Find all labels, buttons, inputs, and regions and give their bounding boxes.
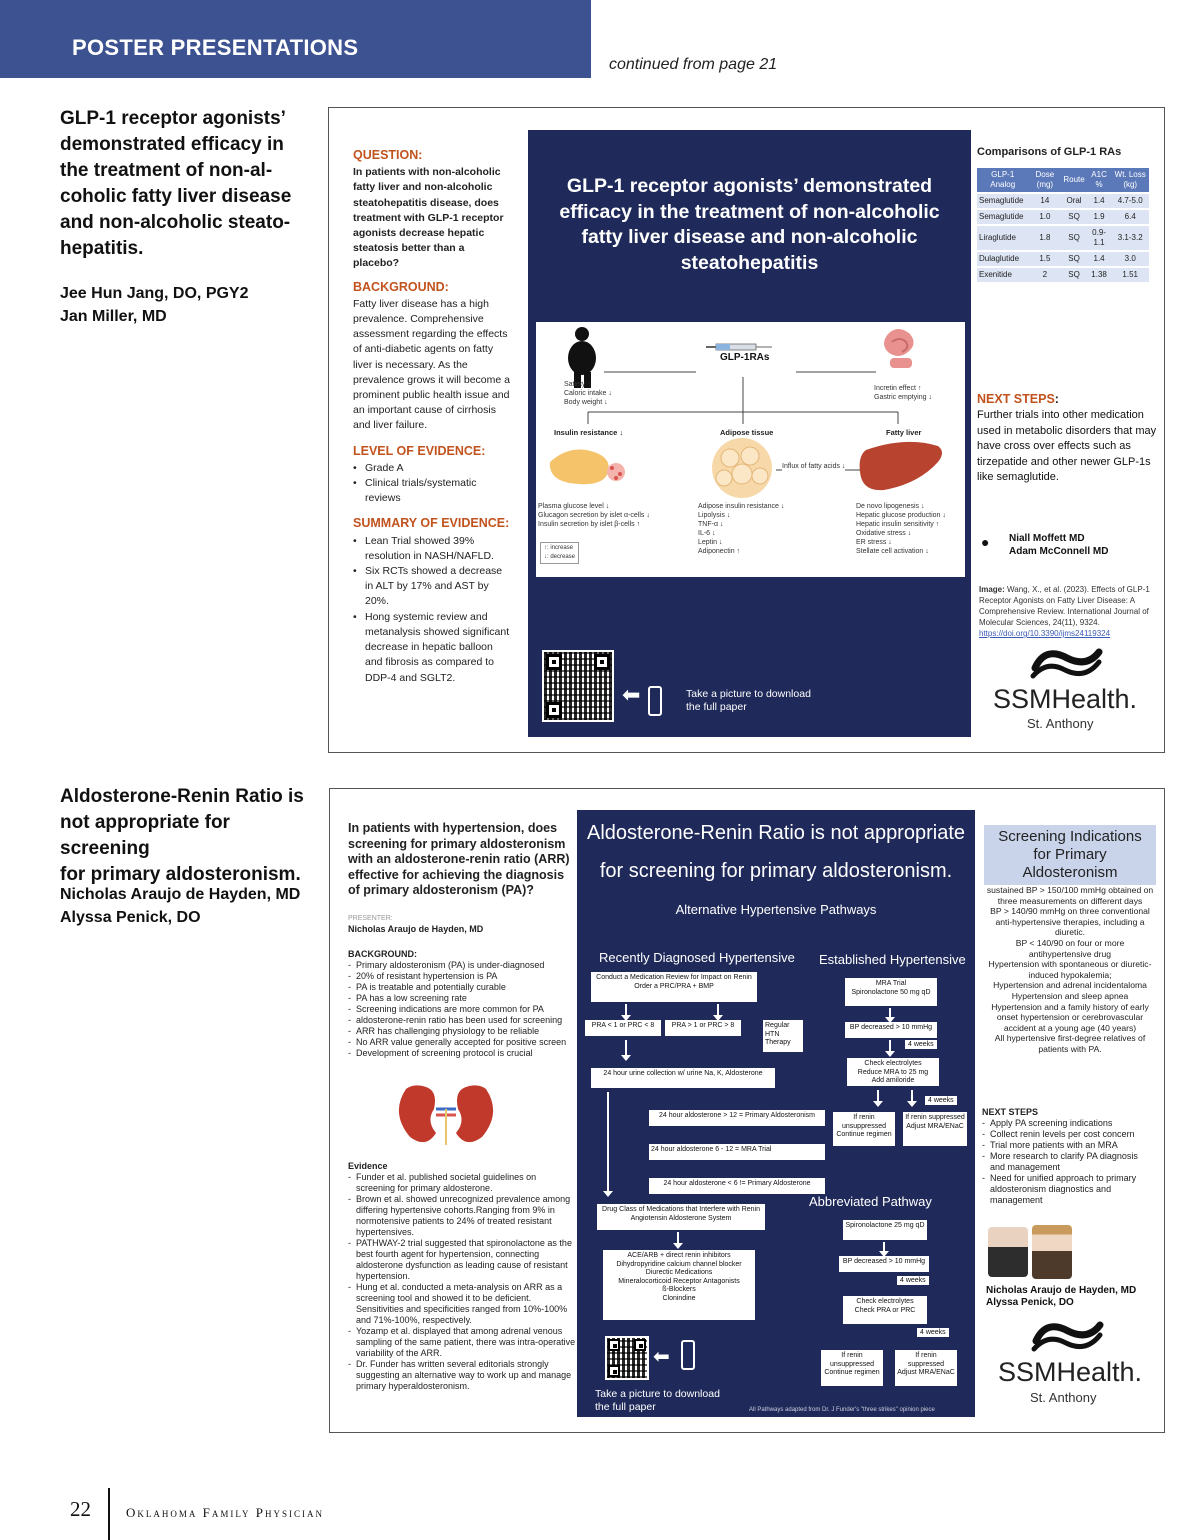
list-item: - Need for unified approach to primary aldosteronism diagnostics and management (982, 1173, 1137, 1205)
body-silhouette-icon (568, 327, 596, 388)
poster1-question: In patients with non-alcoholic fatty liver and non-alcoholic steatohepatitis disease, does treatment with GLP-1 receptor agonists decrease hepatic steatosis better than a placebo? (353, 166, 504, 270)
syringe-icon (706, 344, 772, 350)
table-header-cell: A1C % (1087, 168, 1112, 193)
list-item: BP > 140/90 mmHg on three conventional anti-hypertensive therapies, including a diuretic. (990, 906, 1150, 938)
flow-check-electrolytes: Check electrolytes Reduce MRA to 25 mg Add amiloride (847, 1058, 939, 1086)
poster1-next-steps: NEXT STEPS: Further trials into other medication used in metabolic disorders that may have cross over effects such as tirzepatide and other newer GLP-1s like semaglutide. (977, 392, 1157, 483)
table-header-cell: Wt. Loss (kg) (1111, 168, 1149, 193)
poster2-left-column: In patients with hypertension, does screening for primary aldosteronism with an aldosterone-renin ratio (ARR) effective for achieving the diagnosis of primary aldosteronism (PA)? PRESENTER: Nicholas Araujo de Hayden, MD BACKGROUND: - Primary aldosteronism (PA) is under-diagnosed - 20% of resistant hypertension is PA - PA is treatable and potentially curable - PA has a low screening rate - Screening indications are more common for PA - aldosterone-renin ratio has been used for screening - ARR has challenging physiology to be reliable - No ARR value generally accepted for positive screen - Development of screening protocol is crucial (348, 821, 578, 1059)
glp1-comparison-table (977, 168, 1149, 282)
alt-pathways-title: Alternative Hypertensive Pathways (675, 902, 877, 917)
ssm-logo-icon (1030, 1321, 1104, 1355)
poster2-center-panel: Aldosterone-Renin Ratio is not appropriate for screening for primary aldosteronism. Alternative Hypertensive Pathways Recently Diagnosed Hypertensive Established Hypertensive Conduct a Medication Review for Impact on Renin Order a PRC/PRA + BMP PRA < 1 or PRC < 8 PRA > 1 or PRC > 8 Regular HTN Therapy 24 hour urine collection w/ urine Na, K, Aldosterone 24 hour aldosterone > 12 = Primary Aldosteronism 24 hour aldosterone 6 - 12 = MRA Trial 24 hour aldosterone < 6 != Primary Aldosterone Drug Class of Medications that Interfere with Renin Angiotensin Aldosterone System ACE/ARB + direct renin inhibitors Dihydropyridine calcium channel blocker Diurectic Medications Mineralocorticoid Receptor Antagonists ß-Blockers Clonindine MRA Trial Spironolactone 50 mg qD BP decreased > 10 mmHg 4 weeks Check electrolytes Reduce MRA to 25 mg Add amiloride 4 weeks If renin unsuppressed Continue regimen If renin suppressed Adjust MRA/ENaC Abbreviated Pathway Spironolactone 25 mg qD BP decreased > 10 mmHg 4 weeks Check electrolytes Check PRA or PRC 4 weeks If renin unsuppressed Continue regimen If renin suppressed Adjust MRA/ENaC ⬅ Take a picture to download the full paper All Pathways adapted from Dr. J Funder's "three strikes" opinion piece (577, 810, 975, 1417)
table-cell: Exenitide (977, 267, 1028, 282)
continued-note: continued from page 21 (609, 56, 778, 73)
list-item: - 20% of resistant hypertension is PA (348, 970, 498, 981)
diagram-legend: ↑: increase ↓: decrease (540, 542, 579, 564)
table-cell: 1.4 (1087, 251, 1112, 267)
comparison-title: Comparisons of GLP-1 RAs (977, 146, 1122, 158)
poster1-qr-caption: Take a picture to download the full paper (686, 688, 811, 713)
table-cell: 1.8 (1028, 225, 1061, 251)
pathway-footnote: All Pathways adapted from Dr. J Funder's "three strikes" opinion piece (749, 1407, 935, 1413)
arrow-left-icon: ⬅ (622, 682, 641, 707)
table-cell: 3.1-3.2 (1111, 225, 1149, 251)
list-item: All hypertensive first-degree relatives of patients with PA. (994, 1033, 1146, 1054)
list-item: - aldosterone-renin ratio has been used for screening (348, 1014, 563, 1025)
poster1-summary-list: • Lean Trial showed 39% resolution in NASH/NAFLD. • Six RCTs showed a decrease in ALT by 17% and AST by 20%. • Hong systemic review and metanalysis showed significant decrease in hepatic balloon and fibrosis as compared to DDP-4 and SGLT2. (353, 534, 513, 686)
poster1-logo-sub: St. Anthony (1027, 716, 1094, 731)
diagram-influx: Influx of fatty acids ↓ (782, 463, 846, 470)
table-cell: 1.0 (1028, 209, 1061, 225)
poster1-logo-text: SSMHealth. (993, 684, 1138, 714)
poster1-left-column: QUESTION: In patients with non-alcoholic fatty liver and non-alcoholic steatohepatitis disease, does treatment with GLP-1 receptor agonists decrease hepatic steatosis better than a placebo? BACKGROUND: Fatty liver disease has a high prevalence. Comprehensive assessment regarding the effects of anti-diabetic agents on fatty liver is necessary. As the prevalence grows it will become a prominent public health issue and an important cause of cirrhosis and liver failure. LEVEL OF EVIDENCE: • Grade A • Clinical trials/systematic reviews SUMMARY OF EVIDENCE: • Lean Trial showed 39% resolution in NASH/NAFLD. • Six RCTs showed a decrease in ALT by 17% and AST by 20%. • Hong systemic review and metanalysis showed significant decrease in hepatic balloon and fibrosis as compared to DDP-4 and SGLT2. (353, 144, 513, 686)
pancreas-icon (550, 450, 625, 485)
poster2-background-list (348, 960, 578, 1059)
poster2-right-column (984, 825, 1156, 1055)
table-row (977, 225, 1149, 251)
poster2-authors: Nicholas Araujo de Hayden, MD Alyssa Penick, DO (986, 1285, 1137, 1308)
established-hypertensive-heading: Established Hypertensive (819, 952, 966, 967)
diagram-right-effects: Incretin effect ↑ Gastric emptying ↓ (874, 385, 932, 401)
flow-renin-unsuppressed: If renin unsuppressed Continue regimen (833, 1112, 895, 1146)
diagram-col3-head: Fatty liver (886, 428, 922, 437)
list-item: Hypertension and a family history of early onset hypertension or cerebrovascular accident at a young age (40 years) (991, 1001, 1149, 1033)
footer-divider (108, 1488, 110, 1540)
list-item: - Hung et al. conducted a meta-analysis on ARR as a screening tool and showed it to be deficient. Sensitivities and specificities ranged from 10%-100% and 71%-100%, respectively. (348, 1282, 568, 1325)
flow-med-review: Conduct a Medication Review for Impact on Renin Order a PRC/PRA + BMP (591, 972, 757, 1002)
flow-spironolactone: Spironolactone 25 mg qD (843, 1220, 927, 1240)
table-cell: Oral (1061, 193, 1086, 209)
table-header-cell: GLP-1 Analog (977, 168, 1028, 193)
poster1-right-column (977, 146, 1157, 282)
poster2-qr-code[interactable] (605, 1336, 649, 1380)
kidney-icon (396, 1079, 496, 1149)
list-item: - PA has a low screening rate (348, 992, 467, 1003)
table-cell: 3.0 (1111, 251, 1149, 267)
poster1-level-list: • Grade A • Clinical trials/systematic reviews (353, 461, 513, 507)
poster2-evidence: Evidence - Funder et al. published societal guidelines on screening for primary aldosterone. - Brown et al. showed unrecognized prevalence among differing hypertensive cohorts.Ranging from 9% in normotensive patients to 24% of treated resistant hypertensives. - PATHWAY-2 trial suggested that spironolactone as the best fourth agent for hypertension, connecting aldosterone dysfunction as leading cause of resistant hypertension. - Hung et al. conducted a meta-analysis on ARR as a screening tool and showed it to be deficient. Sensitivities and specificities ranged from 10%-100% and 71%-100%, respectively. - Yozamp et al. displayed that among adrenal venous sampling of the same patient, there was intra-operative variability of the ARR. - Dr. Funder has written several editorials strongly suggesting an alternative way to work up and manage primary hyperaldosteronism. (348, 1161, 576, 1391)
poster1-center-panel (528, 130, 971, 737)
recent-hypertensive-heading: Recently Diagnosed Hypertensive (599, 950, 795, 965)
list-item: - Brown et al. showed unrecognized prevalence among differing hypertensive cohorts.Ranging from 9% in normotensive patients to 24% of treated resistant hypertensives. (348, 1194, 571, 1237)
poster2-title-line2: for screening for primary aldosteronism. (599, 860, 953, 882)
poster2-qr-caption: Take a picture to download the full paper (595, 1388, 720, 1413)
table-cell: 1.38 (1087, 267, 1112, 282)
poster2-frame (329, 788, 1165, 1433)
list-item: sustained BP > 150/100 mmHg obtained on three measurements on different days (986, 885, 1154, 906)
avatar-presenter-2 (1032, 1225, 1072, 1279)
list-item: - PATHWAY-2 trial suggested that spironolactone as the best fourth agent for hypertension, connecting aldosterone dysfunction as leading cause of resistant hypertension. (348, 1238, 572, 1281)
poster1-frame (328, 107, 1165, 753)
table-cell: 1.4 (1087, 193, 1112, 209)
flow-pra-low: PRA < 1 or PRC < 8 (585, 1020, 661, 1036)
poster1-center-title: GLP-1 receptor agonists’ demonstrated efficacy in the treatment of non-alcoholic fatty liver disease and non-alcoholic steatohepatitis (559, 175, 940, 274)
flow-aldo-6-12: 24 hour aldosterone 6 - 12 = MRA Trial (649, 1144, 825, 1160)
screening-indications-title: Screening Indications for Primary Aldosteronism (984, 825, 1156, 885)
table-header-cell: Dose (mg) (1028, 168, 1061, 193)
table-cell: 0.9-1.1 (1087, 225, 1112, 251)
article1-title: GLP-1 receptor agonists’ demonstrated efficacy in the treatment of non-al- coholic fatty liver disease and non-alcoholic steato- hepatitis. (60, 108, 292, 259)
flow-abbrev-bp: BP decreased > 10 mmHg (839, 1256, 929, 1272)
article2-title: Aldosterone-Renin Ratio is not appropriate for screening for primary aldosteronism. (60, 786, 304, 885)
table-row (977, 193, 1149, 209)
list-item: - No ARR value generally accepted for positive screen (348, 1036, 567, 1047)
flow-aldo-lt6: 24 hour aldosterone < 6 != Primary Aldosterone (649, 1178, 825, 1194)
poster2-presenter: Nicholas Araujo de Hayden, MD (348, 923, 484, 934)
section-title: POSTER PRESENTATIONS (72, 35, 359, 60)
doi-link[interactable]: https://doi.org/10.3390/ijms24119324 (979, 629, 1111, 638)
list-item: - Development of screening protocol is crucial (348, 1047, 533, 1058)
poster1-qr-code[interactable] (542, 650, 614, 722)
phone-icon (681, 1340, 695, 1370)
poster2-title-line1: Aldosterone-Renin Ratio is not appropriate (587, 822, 965, 844)
table-cell: Semaglutide (977, 209, 1028, 225)
table-header-cell: Route (1061, 168, 1086, 193)
diagram-col3-text: De novo lipogenesis ↓ Hepatic glucose production ↓ Hepatic insulin sensitivity ↑ Oxidative stress ↓ ER stress ↓ Stellate cell activation ↓ (856, 503, 946, 555)
table-cell: 14 (1028, 193, 1061, 209)
list-item: Hypertension and sleep apnea (1011, 990, 1129, 1001)
table-cell: Liraglutide (977, 225, 1028, 251)
phone-icon (648, 686, 662, 716)
flow-abbrev-suppressed: If renin suppressed Adjust MRA/ENaC (895, 1350, 957, 1386)
table-row (977, 267, 1149, 282)
list-item: - More research to clarify PA diagnosis and management (982, 1151, 1138, 1172)
arrow-left-icon: ⬅ (653, 1346, 670, 1368)
list-item: BP < 140/90 on four or more antihypertensive drug (1015, 937, 1125, 959)
table-cell: SQ (1061, 209, 1086, 225)
flow-bp-decreased: BP decreased > 10 mmHg (845, 1022, 937, 1038)
poster1-authors: Niall Moffett MD Adam McConnell MD (1009, 533, 1109, 557)
list-item: - PA is treatable and potentially curable (348, 981, 506, 992)
flow-pra-high: PRA > 1 or PRC > 8 (665, 1020, 741, 1036)
liver-icon (860, 442, 942, 490)
poster2-next-steps: NEXT STEPS - Apply PA screening indications - Collect renin levels per cost concern - Trial more patients with an MRA - More research to clarify PA diagnosis and management - Need for unified approach to primary aldosteronism diagnostics and management (982, 1107, 1154, 1206)
table-cell: SQ (1061, 251, 1086, 267)
flow-mra-trial: MRA Trial Spironolactone 50 mg qD (845, 978, 937, 1006)
glp1-mechanism-diagram (536, 322, 965, 577)
flow-renin-suppressed: If renin suppressed Adjust MRA/ENaC (903, 1112, 967, 1146)
list-item: - Primary aldosteronism (PA) is under-diagnosed (348, 959, 545, 970)
avatar-presenter-1 (988, 1227, 1028, 1277)
page-number: 22 (70, 1497, 91, 1521)
intestine-icon (884, 329, 914, 368)
diagram-col2-head: Adipose tissue (720, 428, 774, 437)
list-item: - ARR has challenging physiology to be reliable (348, 1025, 540, 1036)
flow-drug-list: ACE/ARB + direct renin inhibitors Dihydropyridine calcium channel blocker Diurectic Medications Mineralocorticoid Receptor Antagonists ß-Blockers Clonindine (603, 1250, 755, 1320)
table-cell: 1.51 (1111, 267, 1149, 282)
poster1-image-credit: Image: Wang, X., et al. (2023). Effects of GLP-1 Receptor Agonists on Fatty Liver Disease: A Comprehensive Review. International Journal of Molecular Sciences, 24(11), 9324. https://doi.org/10.3390/ijms24119324 (979, 584, 1154, 639)
table-cell: Semaglutide (977, 193, 1028, 209)
poster2-question: In patients with hypertension, does screening for primary aldosteronism with an aldosterone-renin ratio (ARR) effective for achieving the diagnosis of primary aldosteronism (PA)? (348, 821, 570, 897)
list-item: - Dr. Funder has written several editorials strongly suggesting an alternative way to work up and manage primary hyperaldosteronism. (348, 1359, 572, 1391)
flow-drug-class: Drug Class of Medications that Interfere with Renin Angiotensin Aldosterone System (597, 1204, 765, 1230)
table-cell: Dulaglutide (977, 251, 1028, 267)
diagram-col1-text: Plasma glucose level ↓ Glucagon secretion by islet α-cells ↓ Insulin secretion by islet β-cells ↑ (538, 503, 650, 528)
weeks-badge: 4 weeks (905, 1040, 937, 1049)
diagram-center-label: GLP-1RAs (720, 352, 770, 363)
list-item: Hypertension with spontaneous or diuretic-induced hypokalemia; (988, 959, 1152, 980)
poster1-background: Fatty liver disease has a high prevalence. Comprehensive assessment regarding the effects of anti-diabetic agents on fatty liver is necessary. As the prevalence grows it will become a prominent public health issue and an important cause of cirrhosis and liver failure. (353, 297, 510, 432)
table-row (977, 209, 1149, 225)
table-cell: 1.9 (1087, 209, 1112, 225)
list-item: Hypertension and adrenal incidentaloma (993, 980, 1147, 991)
flow-abbrev-unsuppressed: If renin unsuppressed Continue regimen (821, 1350, 883, 1386)
flow-aldo-gt12: 24 hour aldosterone > 12 = Primary Aldosteronism (649, 1110, 825, 1126)
list-item: - Yozamp et al. displayed that among adrenal venous sampling of the same patient, there was intra-operative variability of the ARR. (348, 1326, 576, 1358)
table-cell: 6.4 (1111, 209, 1149, 225)
list-item: - Trial more patients with an MRA (982, 1140, 1118, 1150)
list-item: - Funder et al. published societal guidelines on screening for primary aldosterone. (348, 1172, 537, 1193)
list-item: - Collect renin levels per cost concern (982, 1129, 1135, 1139)
diagram-col2-text: Adipose insulin resistance ↓ Lipolysis ↓ TNF-α ↓ IL-6 ↓ Leptin ↓ Adiponectin ↑ (698, 503, 785, 555)
article2-authors: Nicholas Araujo de Hayden, MD Alyssa Penick, DO (60, 886, 301, 926)
abbreviated-pathway-heading: Abbreviated Pathway (809, 1194, 932, 1209)
screening-indications-list (984, 885, 1156, 1055)
poster2-logo-text: SSMHealth. (998, 1357, 1143, 1387)
flow-urine-collection: 24 hour urine collection w/ urine Na, K, Aldosterone (591, 1068, 775, 1088)
flow-regular-therapy: Regular HTN Therapy (763, 1020, 803, 1052)
ssm-logo-icon (1029, 648, 1103, 682)
diagram-col1-head: Insulin resistance ↓ (554, 428, 624, 437)
person-icon: ● (981, 534, 990, 550)
journal-name: Oklahoma Family Physician (126, 1505, 324, 1520)
flow-abbrev-check: Check electrolytes Check PRA or PRC (843, 1296, 927, 1324)
diagram-left-effects: Satiety ↑ Caloric intake ↓ Body weight ↓ (564, 381, 612, 406)
table-cell: 4.7-5.0 (1111, 193, 1149, 209)
table-cell: SQ (1061, 225, 1086, 251)
poster2-logo-sub: St. Anthony (1030, 1390, 1097, 1405)
table-cell: 1.5 (1028, 251, 1061, 267)
table-cell: 2 (1028, 267, 1061, 282)
list-item: - Apply PA screening indications (982, 1118, 1113, 1128)
adipose-tissue-icon (712, 438, 772, 498)
table-cell: SQ (1061, 267, 1086, 282)
article1-authors: Jee Hun Jang, DO, PGY2 Jan Miller, MD (60, 285, 249, 325)
list-item: - Screening indications are more common for PA (348, 1003, 544, 1014)
table-row (977, 251, 1149, 267)
